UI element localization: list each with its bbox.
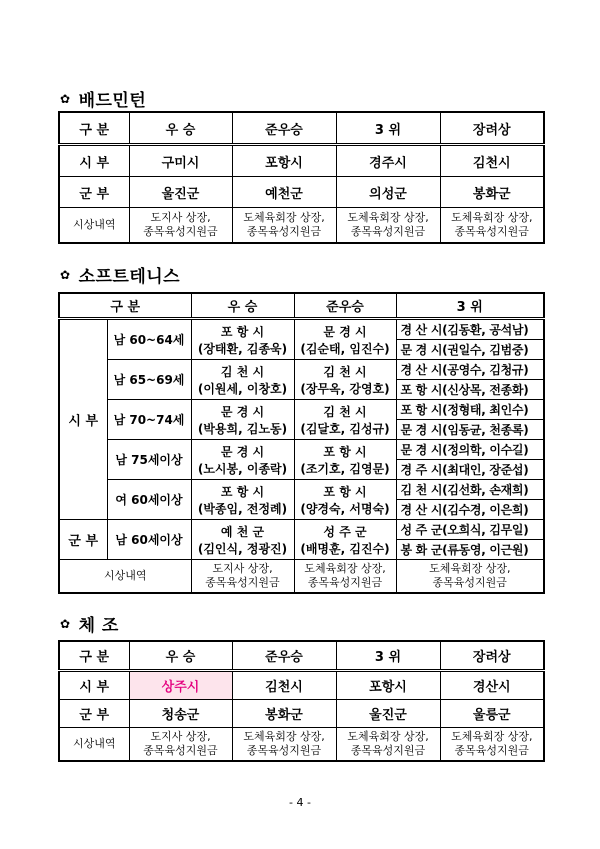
division-label: 남 65~69세 (107, 360, 191, 400)
winner-cell (191, 520, 294, 560)
badminton-table (58, 111, 545, 244)
header-cell: 우 승 (191, 293, 294, 319)
table-row (59, 177, 544, 208)
runner-cell (294, 520, 396, 560)
header-cell: 장려상 (440, 112, 544, 145)
player-names: (장무옥, 강영호) (300, 381, 390, 396)
award-line: 종목육성지원금 (350, 744, 426, 757)
third-cell: 성 주 군(오희식, 김무일) (396, 520, 544, 540)
third-cell: 경 주 시(최대인, 장준섭) (396, 460, 544, 480)
team-name: 예 천 군 (220, 524, 265, 539)
header-cell: 3 위 (336, 112, 440, 145)
header-cell: 3 위 (336, 641, 440, 671)
table-header-row (59, 112, 544, 145)
table-row (59, 671, 544, 700)
award-line: 도체육회장 상장, (451, 211, 533, 224)
row-label: 군 부 (59, 700, 129, 728)
third-cell: 경 산 시(공영수, 김청규) (396, 360, 544, 380)
runner-cell (294, 480, 396, 520)
third-cell: 문 경 시(정의학, 이수길) (396, 440, 544, 460)
table-cell: 김천시 (440, 145, 544, 177)
division-label: 남 75세이상 (107, 440, 191, 480)
player-names: (김달호, 김성규) (300, 421, 390, 436)
team-name: 김 천 시 (220, 364, 265, 379)
team-name: 문 경 시 (220, 404, 265, 419)
softtennis-table (58, 292, 545, 594)
table-cell: 경산시 (440, 671, 544, 700)
third-cell: 봉 화 군(류동영, 이근원) (396, 540, 544, 560)
header-cell: 준우승 (232, 112, 336, 145)
award-cell (129, 728, 232, 762)
runner-cell (294, 360, 396, 400)
gymnastics-title: 체 조 (78, 616, 119, 636)
division-label: 여 60세이상 (107, 480, 191, 520)
runner-cell (294, 440, 396, 480)
flower-icon: ✿ (60, 91, 71, 106)
page-number: - 4 - (289, 796, 311, 809)
award-row (59, 728, 544, 762)
award-row (59, 560, 544, 594)
table-cell: 봉화군 (440, 177, 544, 208)
award-label: 시상내역 (59, 728, 129, 762)
player-names: (장태환, 김종욱) (197, 341, 288, 356)
table-header-row (59, 641, 544, 671)
table-row (59, 700, 544, 728)
header-cell: 3 위 (396, 293, 544, 319)
team-name: 포 항 시 (323, 444, 367, 459)
award-line: 도체육회장 상장, (347, 211, 429, 224)
award-line: 도체육회장 상장, (429, 562, 511, 575)
third-cell: 경 산 시(김수경, 이은희) (396, 500, 544, 520)
table-row (59, 319, 544, 340)
header-cell: 준우승 (232, 641, 336, 671)
table-cell: 청송군 (129, 700, 232, 728)
header-cell: 우 승 (129, 112, 232, 145)
award-line: 종목육성지원금 (454, 744, 529, 757)
third-cell: 포 항 시(정형태, 최인수) (396, 400, 544, 420)
section-title-gymnastics (60, 611, 119, 636)
runner-cell (294, 400, 396, 440)
player-names: (배명훈, 김진수) (300, 541, 390, 556)
softtennis-title: 소프트테니스 (78, 267, 181, 287)
award-cell (336, 728, 440, 762)
team-name: 문 경 시 (220, 444, 265, 459)
award-cell (336, 208, 440, 244)
table-row (59, 520, 544, 540)
award-line: 도체육회장 상장, (451, 730, 533, 743)
table-row (59, 400, 544, 420)
table-cell: 경주시 (336, 145, 440, 177)
award-cell (129, 208, 232, 244)
division-label: 남 70~74세 (107, 400, 191, 440)
award-cell (232, 208, 336, 244)
team-name: 포 항 시 (220, 484, 265, 499)
award-cell (440, 208, 544, 244)
table-header-row (59, 293, 544, 319)
award-line: 종목육성지원금 (350, 225, 426, 238)
award-cell (294, 560, 396, 594)
third-cell: 문 경 시(권일수, 김범중) (396, 340, 544, 360)
player-names: (김순태, 임진수) (300, 341, 390, 356)
team-name: 김 천 시 (323, 404, 367, 419)
flower-icon: ✿ (60, 267, 71, 282)
table-cell: 봉화군 (232, 700, 336, 728)
award-cell (191, 560, 294, 594)
winner-cell (191, 400, 294, 440)
award-line: 종목육성지원금 (246, 744, 322, 757)
table-cell: 포항시 (336, 671, 440, 700)
badminton-title: 배드민턴 (78, 91, 147, 111)
award-line: 종목육성지원금 (246, 225, 322, 238)
table-row (59, 145, 544, 177)
award-line: 종목육성지원금 (143, 744, 218, 757)
header-cell: 구 분 (59, 641, 129, 671)
third-cell: 경 산 시(김동환, 공석남) (396, 319, 544, 340)
table-cell: 울릉군 (440, 700, 544, 728)
third-cell: 김 천 시(김선화, 손재희) (396, 480, 544, 500)
header-cell: 준우승 (294, 293, 396, 319)
row-label: 시 부 (59, 145, 129, 177)
award-cell (232, 728, 336, 762)
award-line: 도체육회장 상장, (304, 562, 386, 575)
header-cell: 구 분 (59, 112, 129, 145)
award-line: 종목육성지원금 (143, 225, 218, 238)
team-name: 포 항 시 (220, 324, 265, 339)
flower-icon: ✿ (60, 616, 71, 631)
group-label: 시 부 (59, 319, 107, 520)
award-line: 도지사 상장, (212, 562, 273, 575)
player-names: (조기호, 김영문) (300, 461, 390, 476)
table-cell: 울진군 (336, 700, 440, 728)
section-title-badminton (60, 86, 146, 111)
award-label: 시상내역 (59, 208, 129, 244)
header-cell: 우 승 (129, 641, 232, 671)
award-line: 종목육성지원금 (454, 225, 529, 238)
gymnastics-table (58, 640, 545, 762)
division-label: 남 60세이상 (107, 520, 191, 560)
group-label: 군 부 (59, 520, 107, 560)
player-names: (김인식, 정광진) (197, 541, 288, 556)
player-names: (노시봉, 이종락) (197, 461, 288, 476)
team-name: 성 주 군 (323, 524, 367, 539)
header-cell: 구 분 (59, 293, 191, 319)
table-cell: 울진군 (129, 177, 232, 208)
award-line: 도체육회장 상장, (243, 211, 325, 224)
row-label: 군 부 (59, 177, 129, 208)
award-row (59, 208, 544, 244)
award-line: 종목육성지원금 (307, 576, 383, 589)
player-names: (박용희, 김노동) (197, 421, 288, 436)
award-line: 도지사 상장, (150, 730, 211, 743)
division-label: 남 60~64세 (107, 319, 191, 360)
table-cell: 의성군 (336, 177, 440, 208)
team-name: 문 경 시 (323, 324, 367, 339)
runner-cell (294, 319, 396, 360)
team-name: 김 천 시 (323, 364, 367, 379)
award-line: 도체육회장 상장, (347, 730, 429, 743)
row-label: 시 부 (59, 671, 129, 700)
winner-cell (191, 440, 294, 480)
table-cell: 포항시 (232, 145, 336, 177)
table-cell: 김천시 (232, 671, 336, 700)
table-cell: 구미시 (129, 145, 232, 177)
award-cell (440, 728, 544, 762)
winner-cell (191, 319, 294, 360)
award-cell (396, 560, 544, 594)
section-title-softtennis (60, 262, 180, 287)
table-row (59, 480, 544, 500)
player-names: (양경숙, 서명숙) (300, 501, 390, 516)
award-line: 도체육회장 상장, (243, 730, 325, 743)
table-row (59, 360, 544, 380)
highlighted-cell: 상주시 (129, 671, 232, 700)
header-cell: 장려상 (440, 641, 544, 671)
player-names: (박종임, 전정례) (197, 501, 288, 516)
third-cell: 문 경 시(임동균, 천종록) (396, 420, 544, 440)
team-name: 포 항 시 (323, 484, 367, 499)
award-line: 종목육성지원금 (205, 576, 280, 589)
award-line: 도지사 상장, (150, 211, 211, 224)
winner-cell (191, 480, 294, 520)
award-label: 시상내역 (59, 560, 191, 594)
table-cell: 예천군 (232, 177, 336, 208)
award-line: 종목육성지원금 (432, 576, 507, 589)
table-row (59, 440, 544, 460)
third-cell: 포 항 시(신상목, 전종화) (396, 380, 544, 400)
winner-cell (191, 360, 294, 400)
player-names: (이원세, 이창호) (197, 381, 288, 396)
